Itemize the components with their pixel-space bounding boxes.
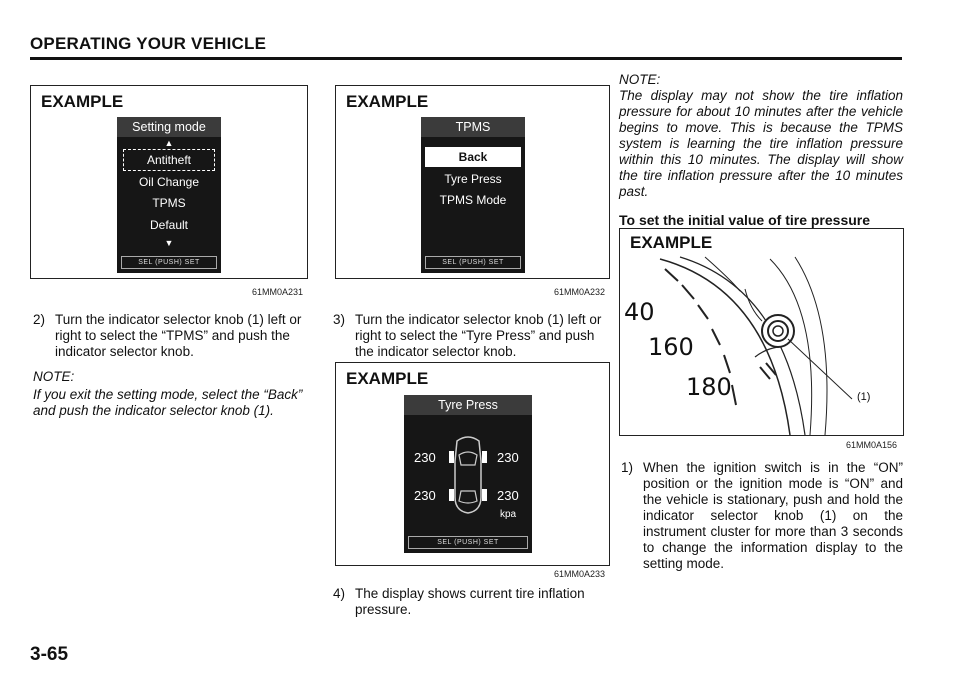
menu-item-antitheft: Antitheft: [123, 149, 215, 171]
note-text: The display may not show the tire inflation pressure for about 10 minutes after the vehicle begins to move. This is because the TPMS system is learning the tire inflation pressure within this 10 minutes. The display will show the tire inflation pressure after the 10 minutes past.: [619, 88, 903, 199]
step-1: [621, 460, 903, 572]
step-4: [333, 586, 609, 618]
step-text: Turn the indicator selector knob (1) left or right to select the “TPMS” and push the indicator selector knob.: [55, 312, 302, 359]
figure-code: 61MM0A232: [554, 287, 606, 297]
display-screen: [421, 117, 525, 273]
knob-callout: (1): [857, 391, 871, 403]
step-text: The display shows current tire inflation pressure.: [355, 586, 585, 617]
figure-code: 61MM0A233: [554, 569, 606, 579]
step-2: [33, 312, 309, 360]
figure-instrument-cluster: [619, 228, 904, 436]
pressure-unit: kpa: [500, 509, 517, 520]
step-number: 1): [621, 460, 634, 475]
display-screen: [404, 395, 532, 553]
figure-code: 61MM0A156: [846, 440, 898, 450]
arrow-down-icon: ▼: [164, 238, 174, 248]
step-3: [333, 312, 609, 360]
speedometer-gauge-drawing: [620, 229, 903, 435]
page-number: 3-65: [30, 644, 69, 665]
figure-label: EXAMPLE: [346, 369, 429, 388]
figure-label: EXAMPLE: [346, 92, 429, 111]
figure-tpms-menu: [335, 85, 610, 279]
section-subheading: To set the initial value of tire pressure: [619, 212, 871, 228]
display-screen: [117, 117, 221, 273]
step-number: 4): [333, 586, 346, 601]
screen-footer-bar: SEL (PUSH) SET: [121, 256, 217, 269]
tire-pressure-rear-right: 230: [497, 488, 519, 503]
menu-item-tyre-press: Tyre Press: [444, 172, 502, 186]
note-text: If you exit the setting mode, select the “Back” and push the indicator selector knob (1).: [33, 387, 303, 418]
screen-title: TPMS: [455, 120, 491, 134]
figure-label: EXAMPLE: [630, 233, 713, 252]
figure-setting-mode: [30, 85, 308, 279]
screen-title: Tyre Press: [438, 398, 498, 412]
figure-code: 61MM0A231: [252, 287, 304, 297]
gauge-number-180: 180: [686, 373, 732, 401]
menu-item-back: Back: [425, 147, 521, 167]
note-label: NOTE:: [33, 369, 75, 384]
step-text: When the ignition switch is in the “ON” position or the ignition mode is “ON” and the vehicle is stationary, push and hold the indicator selector knob (1) on the instrument cluster for more than 3 seconds to change the information display to the setting mode.: [643, 460, 903, 571]
tire-pressure-front-right: 230: [497, 450, 519, 465]
step-text: Turn the indicator selector knob (1) left or right to select the “Tyre Press” and push the indicator selector knob.: [355, 312, 602, 359]
menu-item-default: Default: [149, 218, 189, 232]
step-number: 3): [333, 312, 346, 327]
menu-item-tpms: TPMS: [152, 196, 186, 210]
figure-tyre-press: [335, 362, 610, 566]
screen-footer-bar: SEL (PUSH) SET: [408, 536, 528, 549]
gauge-number-40: 40: [624, 298, 655, 326]
figure-label: EXAMPLE: [41, 92, 124, 111]
car-outline-icon: [447, 433, 489, 517]
note-label: NOTE:: [619, 72, 661, 87]
page-header: OPERATING YOUR VEHICLE: [30, 34, 267, 53]
arrow-up-icon: ▲: [164, 138, 174, 148]
tire-pressure-front-left: 230: [414, 450, 436, 465]
step-number: 2): [33, 312, 46, 327]
tire-pressure-rear-left: 230: [414, 488, 436, 503]
menu-item-tpms-mode: TPMS Mode: [439, 193, 507, 207]
gauge-number-160: 160: [648, 333, 694, 361]
menu-item-oil-change: Oil Change: [138, 175, 200, 189]
header-rule: [30, 57, 902, 60]
screen-title: Setting mode: [132, 120, 206, 134]
screen-footer-bar: SEL (PUSH) SET: [425, 256, 521, 269]
